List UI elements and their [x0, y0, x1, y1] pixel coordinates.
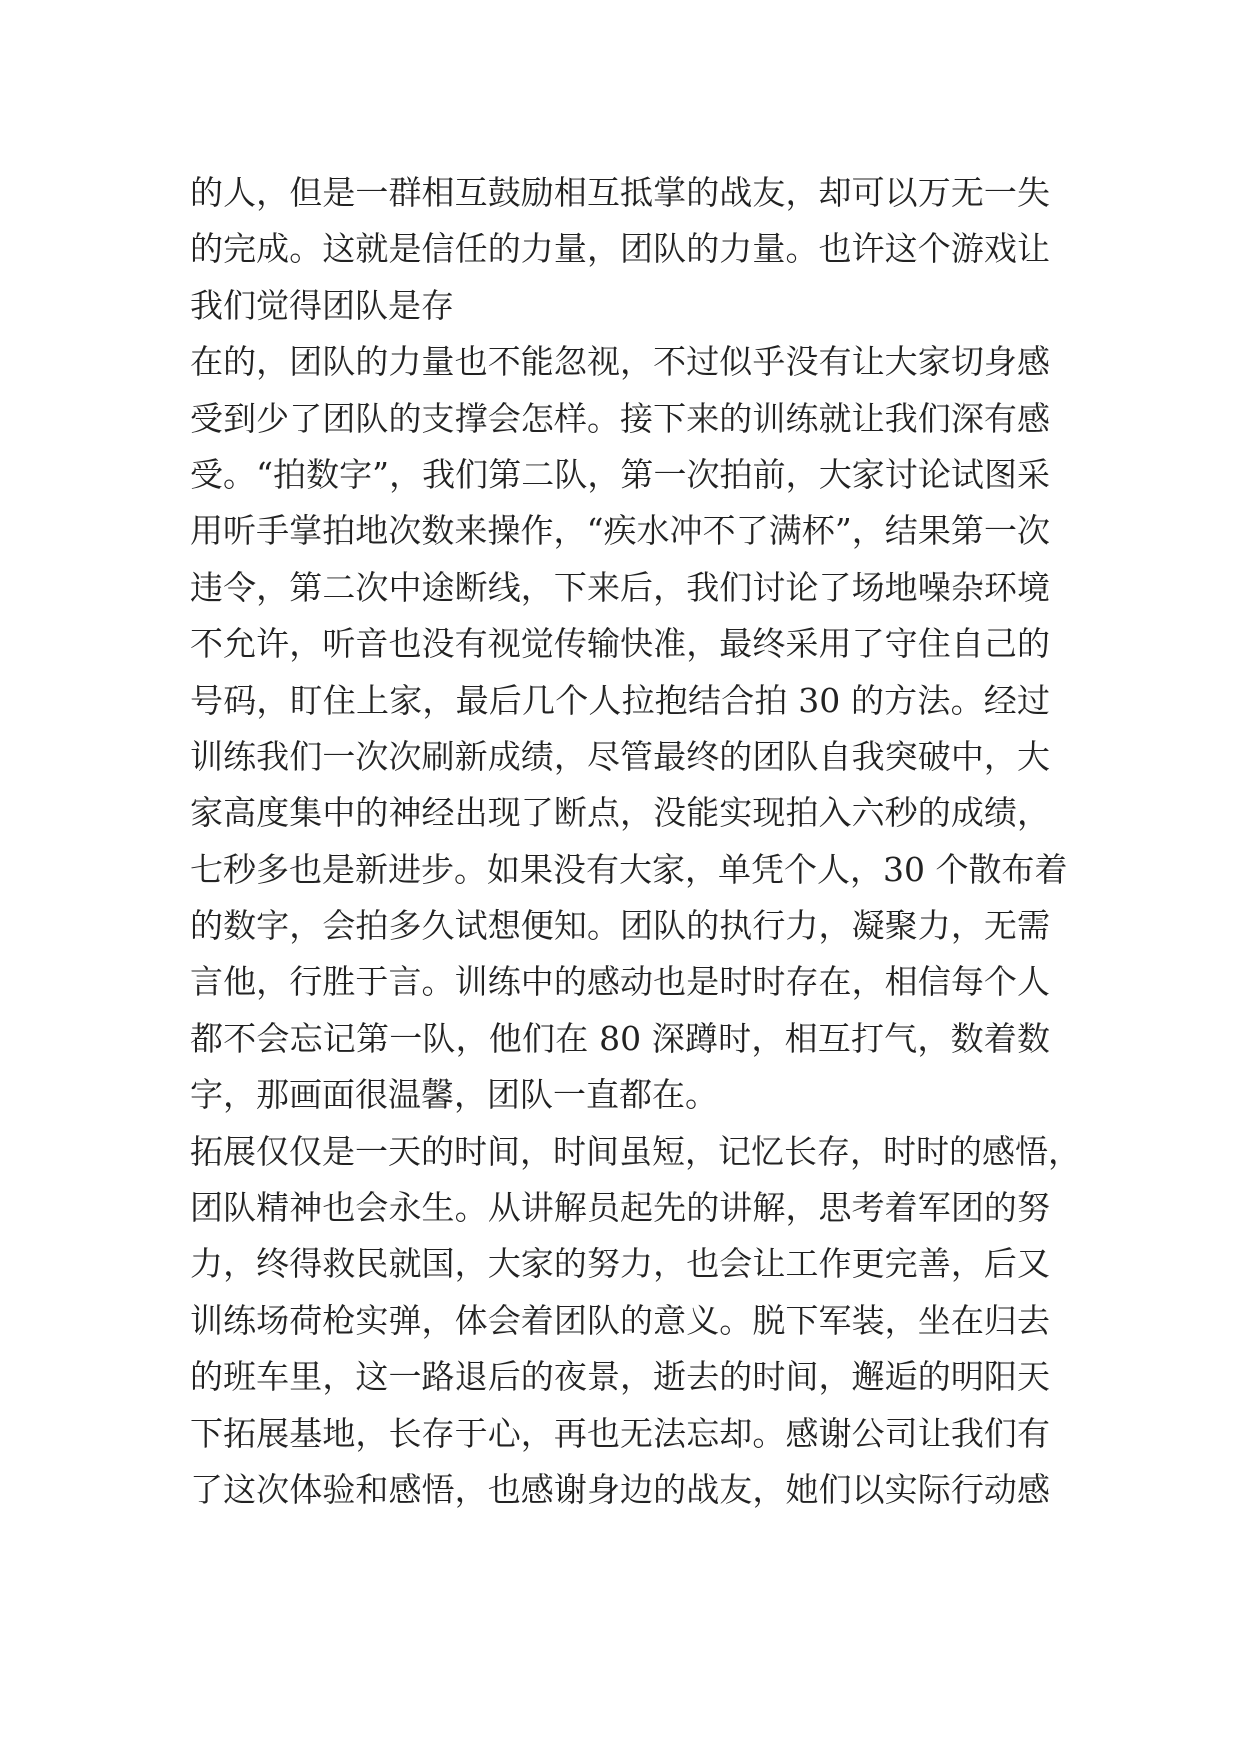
text-line: 家高度集中的神经出现了断点，没能实现拍入六秒的成绩， — [190, 793, 1050, 833]
text-line: 拓展仅仅是一天的时间，时间虽短，记忆长存，时时的感悟， — [190, 1131, 1081, 1171]
text-line: 了这次体验和感悟，也感谢身边的战友，她们以实际行动感 — [190, 1469, 1050, 1509]
text-line: 受。“拍数字”，我们第二队，第一次拍前，大家讨论试图采 — [190, 454, 1050, 494]
text-line: 违令，第二次中途断线，下来后，我们讨论了场地噪杂环境 — [190, 567, 1050, 607]
text-line: 受到少了团队的支撑会怎样。接下来的训练就让我们深有感 — [190, 398, 1050, 438]
text-line: 的完成。这就是信任的力量，团队的力量。也许这个游戏让 — [190, 229, 1050, 269]
text-line: 团队精神也会永生。从讲解员起先的讲解，思考着军团的努 — [190, 1188, 1050, 1228]
text-line: 不允许，听音也没有视觉传输快准，最终采用了守住自己的 — [190, 624, 1050, 664]
text-line: 力，终得救民就国，大家的努力，也会让工作更完善，后又 — [190, 1244, 1050, 1284]
text-line: 的班车里，这一路退后的夜景，逝去的时间，邂逅的明阳天 — [190, 1357, 1050, 1397]
text-line: 号码，盯住上家，最后几个人拉抱结合拍 30 的方法。经过 — [190, 680, 1050, 720]
text-line: 的数字，会拍多久试想便知。团队的执行力，凝聚力，无需 — [190, 906, 1050, 946]
document-body — [190, 165, 1081, 1518]
text-line: 在的，团队的力量也不能忽视，不过似乎没有让大家切身感 — [190, 342, 1050, 382]
text-line: 训练我们一次次刷新成绩，尽管最终的团队自我突破中，大 — [190, 736, 1050, 776]
text-line: 七秒多也是新进步。如果没有大家，单凭个人，30 个散布着 — [190, 849, 1068, 889]
text-line: 我们觉得团队是存 — [190, 285, 454, 325]
text-line: 字，那画面很温馨，团队一直都在。 — [190, 1075, 718, 1115]
text-line: 言他，行胜于言。训练中的感动也是时时存在，相信每个人 — [190, 962, 1050, 1002]
text-line: 下拓展基地，长存于心，再也无法忘却。感谢公司让我们有 — [190, 1413, 1050, 1453]
text-line: 的人，但是一群相互鼓励相互抵掌的战友，却可以万无一失 — [190, 173, 1050, 212]
text-line: 都不会忘记第一队，他们在 80 深蹲时，相互打气，数着数 — [190, 1018, 1050, 1058]
text-line: 用听手掌拍地次数来操作，“疾水冲不了满杯”，结果第一次 — [190, 511, 1050, 551]
text-line: 训练场荷枪实弹，体会着团队的意义。脱下军装，坐在归去 — [190, 1300, 1050, 1340]
